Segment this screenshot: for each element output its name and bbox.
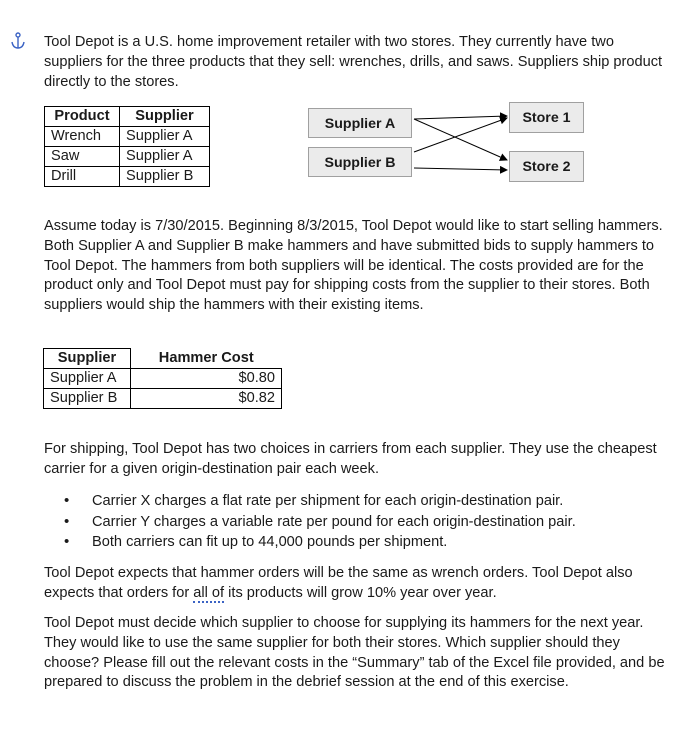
arrow-a-to-store-1 bbox=[414, 116, 507, 119]
table-cell: $0.82 bbox=[131, 389, 282, 409]
table-cell: $0.80 bbox=[131, 369, 282, 389]
shipping-paragraph: For shipping, Tool Depot has two choices in carriers from each supplier. They use the cheapest carrier for a given origin-destination pair each week. bbox=[44, 441, 657, 477]
supplier-b-node: Supplier B bbox=[308, 147, 412, 177]
carrier-list bbox=[64, 491, 664, 553]
expect-paragraph bbox=[44, 564, 674, 604]
expect-text-end: its products will grow 10% year over year. bbox=[224, 584, 497, 601]
table-header: Hammer Cost bbox=[131, 349, 282, 369]
list-item: • Both carriers can fit up to 44,000 pounds per shipment. bbox=[64, 532, 664, 553]
table-cell: Drill bbox=[45, 167, 120, 187]
expect-text: Tool Depot expects that hammer orders will be the same as wrench orders. Tool Depot also expects that orders for bbox=[44, 565, 633, 601]
table-cell: Supplier A bbox=[120, 147, 210, 167]
table-header: Supplier bbox=[44, 349, 131, 369]
hammer-cost-table bbox=[43, 348, 282, 409]
supplier-a-node: Supplier A bbox=[308, 108, 412, 138]
table-cell: Supplier B bbox=[120, 167, 210, 187]
store-2-node: Store 2 bbox=[509, 151, 584, 182]
table-row bbox=[44, 369, 282, 389]
table-cell: Supplier B bbox=[44, 389, 131, 409]
table-cell: Supplier A bbox=[44, 369, 131, 389]
table-cell: Wrench bbox=[45, 127, 120, 147]
list-item: • Carrier X charges a flat rate per shipment for each origin-destination pair. bbox=[64, 491, 664, 512]
arrow-a-to-store-2 bbox=[414, 119, 507, 160]
arrow-b-to-store-2 bbox=[414, 168, 507, 170]
list-item: • Carrier Y charges a variable rate per pound for each origin-destination pair. bbox=[64, 512, 664, 533]
intro-paragraph: Tool Depot is a U.S. home improvement retailer with two stores. They currently have two suppliers for the three products that they sell: wrenches, drills, and saws. Suppliers ship product directly to the stores. bbox=[44, 34, 663, 90]
table-cell: Supplier A bbox=[120, 127, 210, 147]
table-cell: Saw bbox=[45, 147, 120, 167]
table-header: Product bbox=[45, 107, 120, 127]
store-1-node: Store 1 bbox=[509, 102, 584, 133]
arrow-b-to-store-1 bbox=[414, 118, 507, 152]
table-header: Supplier bbox=[120, 107, 210, 127]
table-row bbox=[44, 389, 282, 409]
decide-paragraph: Tool Depot must decide which supplier to choose for supplying its hammers for the next year. They would like to use the same supplier for both their stores. Which supplier should they choose? Please fill out the relevant costs in the “Summary” tab of the Excel file provided, and be prepared to discuss the problem in the debrief session at the end of this exercise. bbox=[44, 615, 665, 691]
assume-paragraph: Assume today is 7/30/2015. Beginning 8/3/2015, Tool Depot would like to start selling hammers. Both Supplier A and Supplier B make hammers and have submitted bids to supply hammers to Tool Depot. The hammers from both suppliers will be identical. The costs provided are for the product only and Tool Depot must pay for shipping costs from the supplier to their stores. Both suppliers would ship the hammers with their existing items. bbox=[44, 218, 663, 314]
spellcheck-underline: all of bbox=[193, 584, 225, 601]
